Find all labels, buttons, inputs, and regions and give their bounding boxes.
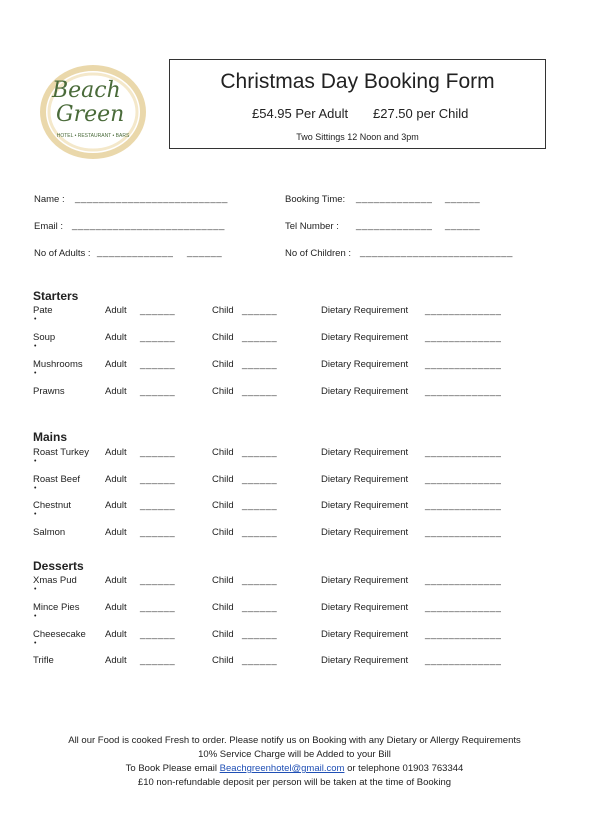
- bullet-icon: •: [34, 640, 37, 647]
- adult-qty-field[interactable]: ______: [140, 500, 176, 511]
- adult-qty-field[interactable]: ______: [140, 575, 176, 586]
- child-label: Child: [212, 332, 234, 343]
- child-qty-field[interactable]: ______: [242, 332, 278, 343]
- footer-line-contact: [0, 762, 589, 776]
- title-box: [169, 59, 546, 149]
- dietary-field[interactable]: _____________: [425, 575, 502, 586]
- child-label: Child: [212, 655, 234, 666]
- menu-item-name: Mushrooms: [33, 359, 83, 370]
- booking-time-field-ext[interactable]: ______: [445, 193, 481, 204]
- form-title: Christmas Day Booking Form: [220, 70, 495, 93]
- child-qty-field[interactable]: ______: [242, 386, 278, 397]
- dietary-label: Dietary Requirement: [321, 655, 409, 666]
- child-label: Child: [212, 500, 234, 511]
- dietary-field[interactable]: _____________: [425, 447, 502, 458]
- child-label: Child: [212, 575, 234, 586]
- adult-label: Adult: [105, 575, 127, 586]
- footer-line-service: 10% Service Charge will be Added to your Bill: [198, 749, 391, 760]
- dietary-label: Dietary Requirement: [321, 602, 409, 613]
- adult-label: Adult: [105, 305, 127, 316]
- name-label: Name :: [34, 194, 65, 205]
- child-qty-field[interactable]: ______: [242, 629, 278, 640]
- adult-qty-field[interactable]: ______: [140, 474, 176, 485]
- bullet-icon: •: [34, 316, 37, 323]
- adult-qty-field[interactable]: ______: [140, 655, 176, 666]
- adult-label: Adult: [105, 527, 127, 538]
- menu-item-name: Mince Pies: [33, 602, 80, 613]
- adult-label: Adult: [105, 500, 127, 511]
- adult-label: Adult: [105, 602, 127, 613]
- price-adult: £54.95 Per Adult: [252, 106, 349, 121]
- dietary-field[interactable]: _____________: [425, 305, 502, 316]
- email-link[interactable]: Beachgreenhotel@gmail.com: [219, 763, 345, 774]
- adult-label: Adult: [105, 386, 127, 397]
- footer-line-dietary: All our Food is cooked Fresh to order. Please notify us on Booking with any Dietary or Allergy Requirements: [68, 735, 521, 746]
- logo-tagline: HOTEL • RESTAURANT • BARS: [56, 133, 130, 139]
- menu-item-name: Roast Turkey: [33, 447, 89, 458]
- bullet-icon: •: [34, 485, 37, 492]
- adult-qty-field[interactable]: ______: [140, 305, 176, 316]
- tel-field[interactable]: _____________: [356, 220, 433, 231]
- adult-qty-field[interactable]: ______: [140, 332, 176, 343]
- adult-qty-field[interactable]: ______: [140, 602, 176, 613]
- children-field[interactable]: __________________________: [360, 247, 513, 258]
- sittings-note: Two Sittings 12 Noon and 3pm: [296, 132, 419, 142]
- child-qty-field[interactable]: ______: [242, 500, 278, 511]
- adult-qty-field[interactable]: ______: [140, 629, 176, 640]
- dietary-label: Dietary Requirement: [321, 332, 409, 343]
- adult-label: Adult: [105, 332, 127, 343]
- bullet-icon: •: [34, 586, 37, 593]
- dietary-field[interactable]: _____________: [425, 602, 502, 613]
- adult-qty-field[interactable]: ______: [140, 447, 176, 458]
- dietary-label: Dietary Requirement: [321, 474, 409, 485]
- dietary-field[interactable]: _____________: [425, 332, 502, 343]
- adult-label: Adult: [105, 474, 127, 485]
- menu-item-name: Prawns: [33, 386, 65, 397]
- hotel-logo: [38, 65, 148, 160]
- menu-item-name: Cheesecake: [33, 629, 86, 640]
- tel-field-ext[interactable]: ______: [445, 220, 481, 231]
- menu-item-name: Trifle: [33, 655, 54, 666]
- children-label: No of Children :: [285, 248, 352, 259]
- child-label: Child: [212, 359, 234, 370]
- child-label: Child: [212, 386, 234, 397]
- child-label: Child: [212, 305, 234, 316]
- price-child: £27.50 per Child: [373, 106, 469, 121]
- child-qty-field[interactable]: ______: [242, 359, 278, 370]
- booking-time-label: Booking Time:: [285, 194, 346, 205]
- dietary-label: Dietary Requirement: [321, 447, 409, 458]
- child-label: Child: [212, 629, 234, 640]
- dietary-label: Dietary Requirement: [321, 500, 409, 511]
- bullet-icon: •: [34, 613, 37, 620]
- child-qty-field[interactable]: ______: [242, 305, 278, 316]
- booking-time-field[interactable]: _____________: [356, 193, 433, 204]
- menu-item-name: Salmon: [33, 527, 66, 538]
- menu-item-name: Soup: [33, 332, 56, 343]
- adult-label: Adult: [105, 447, 127, 458]
- adult-label: Adult: [105, 629, 127, 640]
- adults-field-ext[interactable]: ______: [187, 247, 223, 258]
- dietary-label: Dietary Requirement: [321, 575, 409, 586]
- dietary-label: Dietary Requirement: [321, 629, 409, 640]
- dietary-field[interactable]: _____________: [425, 359, 502, 370]
- bullet-icon: •: [34, 458, 37, 465]
- bullet-icon: •: [34, 370, 37, 377]
- tel-label: Tel Number :: [285, 221, 339, 232]
- adults-field[interactable]: _____________: [97, 247, 174, 258]
- dietary-field[interactable]: _____________: [425, 527, 502, 538]
- dietary-field[interactable]: _____________: [425, 500, 502, 511]
- child-label: Child: [212, 602, 234, 613]
- adult-qty-field[interactable]: ______: [140, 386, 176, 397]
- dietary-field[interactable]: _____________: [425, 655, 502, 666]
- menu-item-name: Chestnut: [33, 500, 72, 511]
- footer-contact-post: or telephone 01903 763344: [344, 763, 464, 774]
- dietary-field[interactable]: _____________: [425, 386, 502, 397]
- child-label: Child: [212, 447, 234, 458]
- child-qty-field[interactable]: ______: [242, 602, 278, 613]
- adults-label: No of Adults :: [34, 248, 91, 259]
- child-label: Child: [212, 527, 234, 538]
- dietary-label: Dietary Requirement: [321, 359, 409, 370]
- footer: [0, 734, 589, 790]
- dietary-label: Dietary Requirement: [321, 527, 409, 538]
- bullet-icon: •: [34, 511, 37, 518]
- adult-label: Adult: [105, 359, 127, 370]
- child-qty-field[interactable]: ______: [242, 527, 278, 538]
- logo-word-beach: Beach: [52, 78, 121, 103]
- footer-line-deposit: £10 non-refundable deposit per person will be taken at the time of Booking: [137, 777, 452, 788]
- menu-item-name: Xmas Pud: [33, 575, 77, 586]
- logo-word-green: Green: [56, 102, 125, 127]
- child-label: Child: [212, 474, 234, 485]
- adult-qty-field[interactable]: ______: [140, 359, 176, 370]
- mains-heading: Mains: [33, 430, 68, 444]
- dietary-label: Dietary Requirement: [321, 305, 409, 316]
- adult-qty-field[interactable]: ______: [140, 527, 176, 538]
- footer-contact-pre: To Book Please email: [125, 763, 220, 774]
- child-qty-field[interactable]: ______: [242, 474, 278, 485]
- dietary-label: Dietary Requirement: [321, 386, 409, 397]
- child-qty-field[interactable]: ______: [242, 447, 278, 458]
- adult-label: Adult: [105, 655, 127, 666]
- email-field[interactable]: __________________________: [72, 220, 225, 231]
- bullet-icon: •: [34, 343, 37, 350]
- email-label: Email :: [34, 221, 64, 232]
- name-field[interactable]: __________________________: [75, 193, 228, 204]
- dietary-field[interactable]: _____________: [425, 474, 502, 485]
- menu-item-name: Roast Beef: [33, 474, 80, 485]
- desserts-heading: Desserts: [33, 559, 84, 573]
- dietary-field[interactable]: _____________: [425, 629, 502, 640]
- child-qty-field[interactable]: ______: [242, 655, 278, 666]
- child-qty-field[interactable]: ______: [242, 575, 278, 586]
- menu-item-name: Pate: [33, 305, 53, 316]
- starters-heading: Starters: [33, 289, 79, 303]
